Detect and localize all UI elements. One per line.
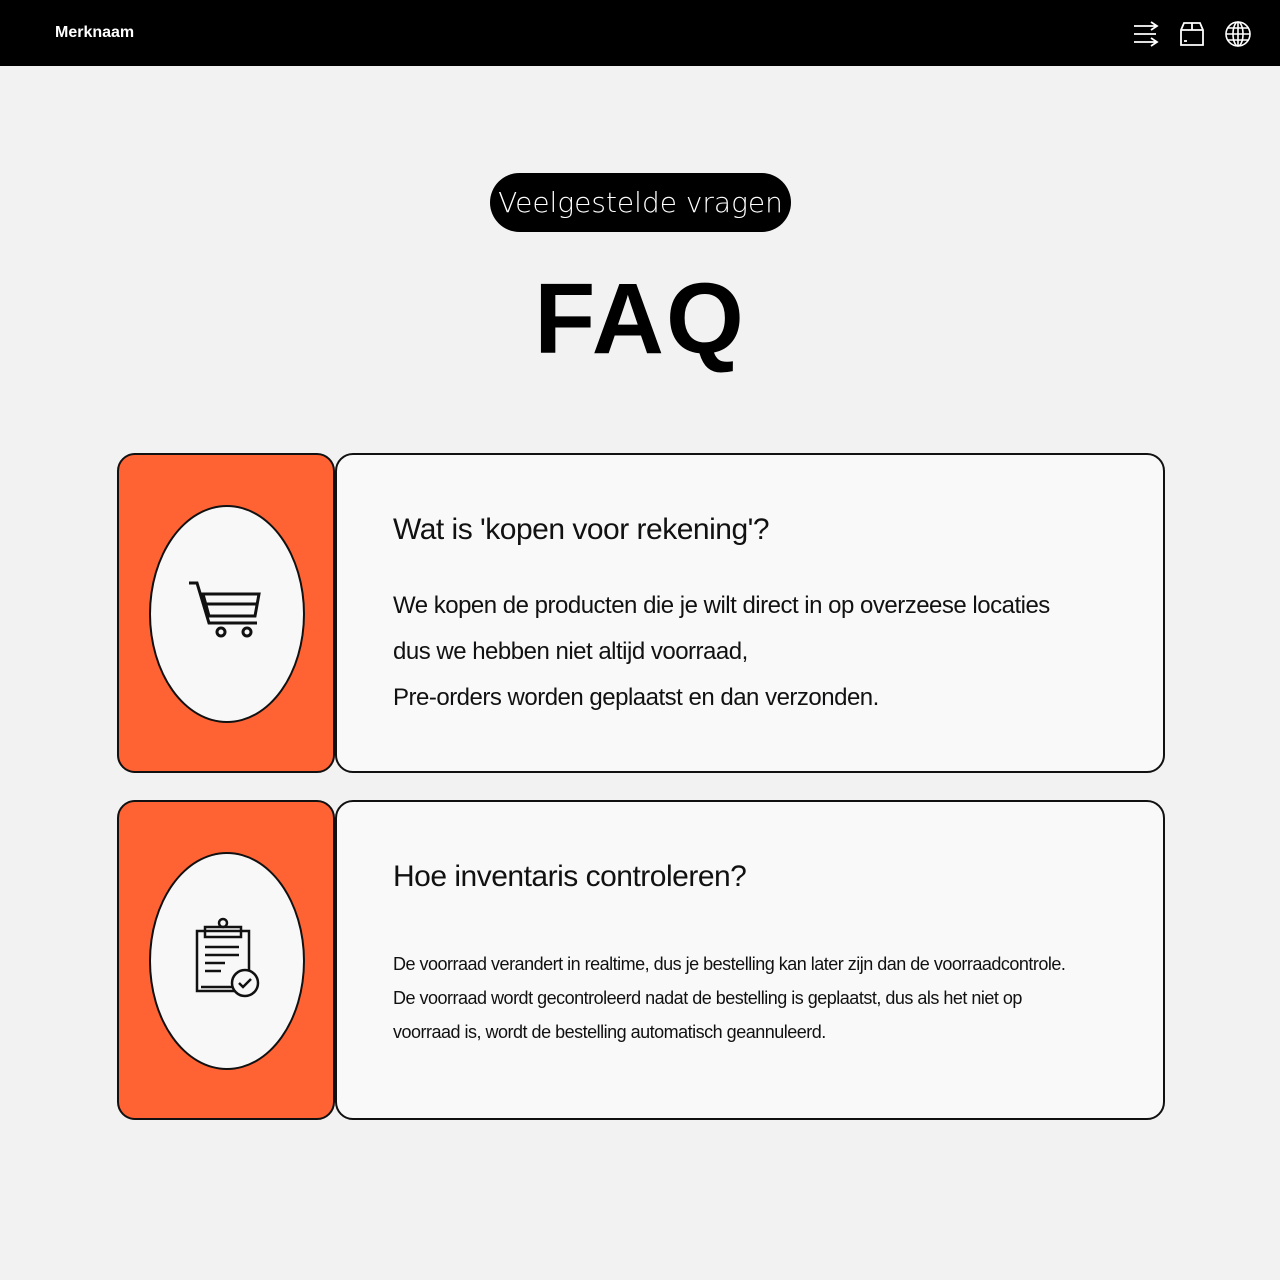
faq-item [117, 800, 1165, 1120]
faq-icon-panel [117, 800, 335, 1120]
answer-line: De voorraad verandert in realtime, dus je bestelling kan later zijn dan de voorraadcontrole. [393, 954, 1066, 974]
answer-line: Pre-orders worden geplaatst en dan verzonden. [393, 684, 879, 711]
page-title: FAQ [534, 263, 746, 375]
arrows-icon[interactable] [1132, 20, 1160, 48]
faq-badge: Veelgestelde vragen [490, 173, 791, 232]
answer-line: De voorraad wordt gecontroleerd nadat de bestelling is geplaatst, dus als het niet op [393, 988, 1022, 1008]
brand-name[interactable]: Merknaam [55, 24, 135, 41]
cart-icon [187, 580, 267, 649]
faq-question: Wat is 'kopen voor rekening'? [393, 513, 770, 546]
faq-icon-panel [117, 453, 335, 773]
top-bar [0, 0, 1280, 66]
faq-question: Hoe inventaris controleren? [393, 860, 747, 893]
globe-icon[interactable] [1224, 20, 1252, 48]
answer-line: voorraad is, wordt de bestelling automatisch geannuleerd. [393, 1022, 826, 1042]
faq-item [117, 453, 1165, 773]
answer-line: dus we hebben niet altijd voorraad, [393, 638, 748, 665]
box-icon[interactable] [1178, 20, 1206, 48]
answer-line: We kopen de producten die je wilt direct in op overzeese locaties [393, 592, 1050, 619]
faq-answer [393, 583, 1050, 721]
faq-answer [393, 947, 1065, 1049]
clipboard-check-icon [191, 917, 263, 1006]
